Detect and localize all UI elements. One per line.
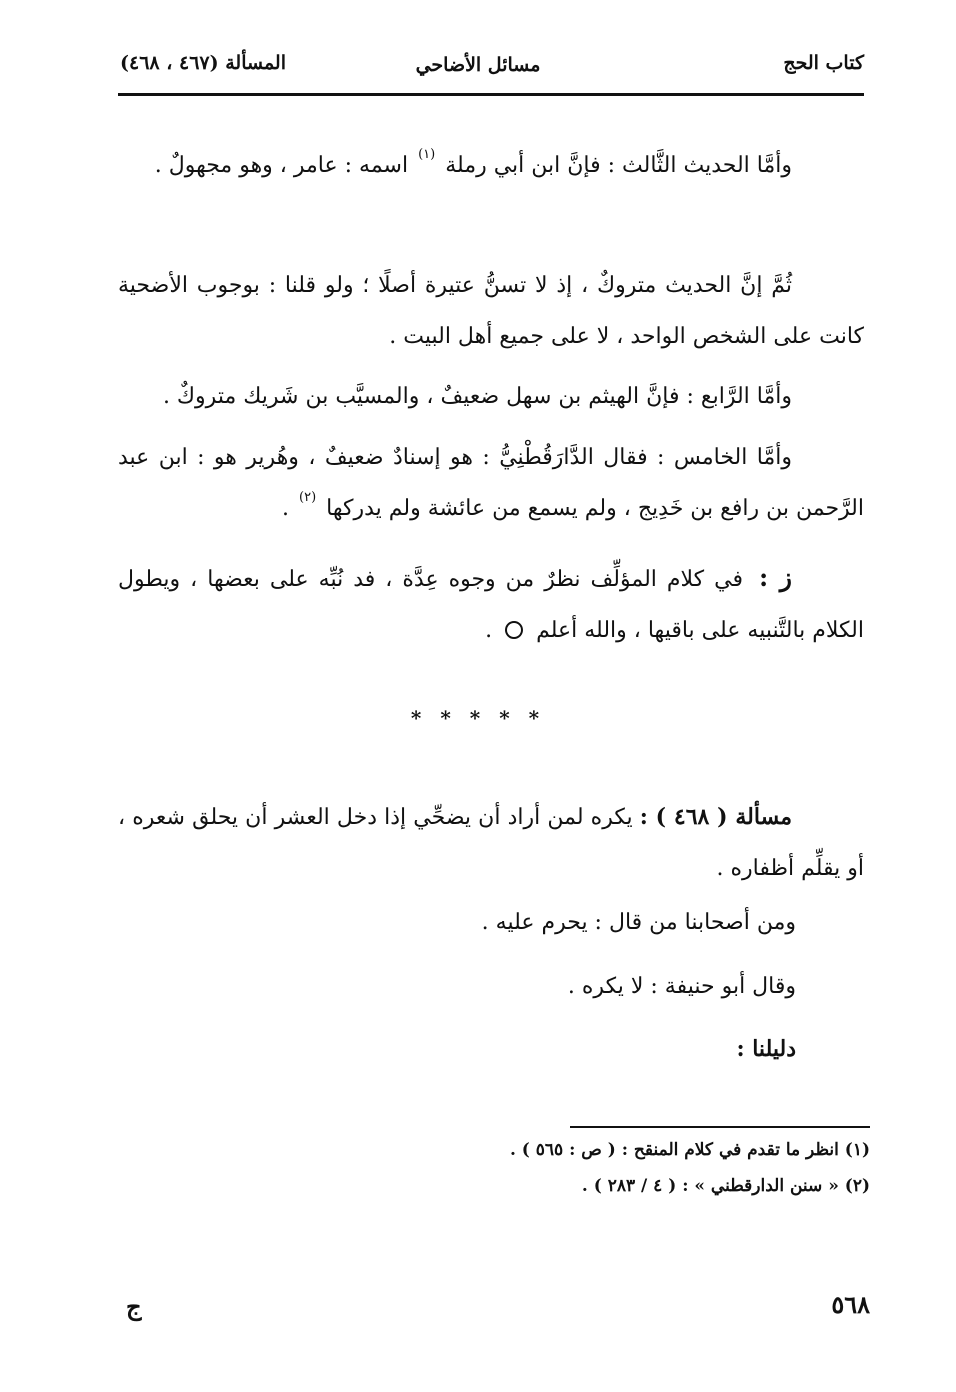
section-separator: * * * * * [410,706,546,730]
editor-mark: ز : [758,563,792,592]
issue-text: يكره لمن أراد أن يضحِّي إذا دخل العشر أن يحلق شعره ، أو يقلِّم أظفاره . [118,805,864,881]
paragraph-text: . [282,496,289,521]
paragraph-atira: ثُمَّ إنَّ الحديث متروكٌ ، إذ لا تسنُّ عتيرة أصلًا ؛ ولو قلنا : بوجوب الأضحية كانت على الشخص الواحد ، لا على جميع أهل البيت . [118,273,864,349]
paragraph-third-hadith [118,140,864,191]
header-issue-range: المسألة (٤٦٧ ، ٤٦٨) [120,52,286,74]
line-our-companions: ومن أصحابنا من قال : يحرم عليه . [481,910,796,935]
header-divider [118,93,864,96]
issue-label: مسألة ( ٤٦٨ ) : [639,804,792,830]
footnote-ref-2[interactable]: (٢) [299,490,317,505]
paragraph-fourth-hadith: وأمَّا الرَّابع : فإنَّ الهيثم بن سهل ضعيفٌ ، والمسيَّب بن شَريك متروكٌ . [162,384,792,409]
header-book-section: كتاب الحج [783,52,864,74]
paragraph-text: في كلام المؤلِّف نظرٌ من وجوه عِدَّة ، فد نُبِّه على بعضها ، ويطول الكلام بالتَّنبيه على باقيها ، والله أعلم [118,567,864,643]
paragraph-editor-note [118,552,864,656]
line-our-evidence: دليلنا : [736,1036,796,1062]
line-abu-hanifa: وقال أبو حنيفة : لا يكره . [567,974,796,999]
footnote-divider [570,1126,870,1128]
footnote-1: (١) انظر ما تقدم في كلام المنقح : ( ص : ٥٦٥ ) . [509,1140,870,1160]
paragraph-fifth-hadith [118,432,864,534]
paragraph-text: اسمه : عامر ، وهو مجهولٌ . [154,153,409,178]
footnote-2: (٢) « سنن الدارقطني » : ( ٤ / ٢٨٣ ) . [581,1176,870,1196]
signature-mark: ج [126,1292,142,1321]
header-chapter-title: مسائل الأضاحي [415,54,541,76]
paragraph-text: . [485,618,493,643]
paragraph-text: وأمَّا الخامس : فقال الدَّارَقُطْنِيُّ : هو إسنادٌ ضعيفٌ ، وهُرير هو : ابن عبد الرَّحمن بن رافع بن خَدِيج ، ولم يسمع من عائشة ولم يدركها [118,445,864,521]
issue-468-paragraph [118,792,864,894]
footnote-ref-1[interactable]: (١) [418,147,436,162]
paragraph-text: وأمَّا الحديث الثَّالث : فإنَّ ابن أبي رملة [445,153,792,178]
page-number: ٥٦٨ [831,1290,870,1319]
end-circle-icon [505,621,523,639]
